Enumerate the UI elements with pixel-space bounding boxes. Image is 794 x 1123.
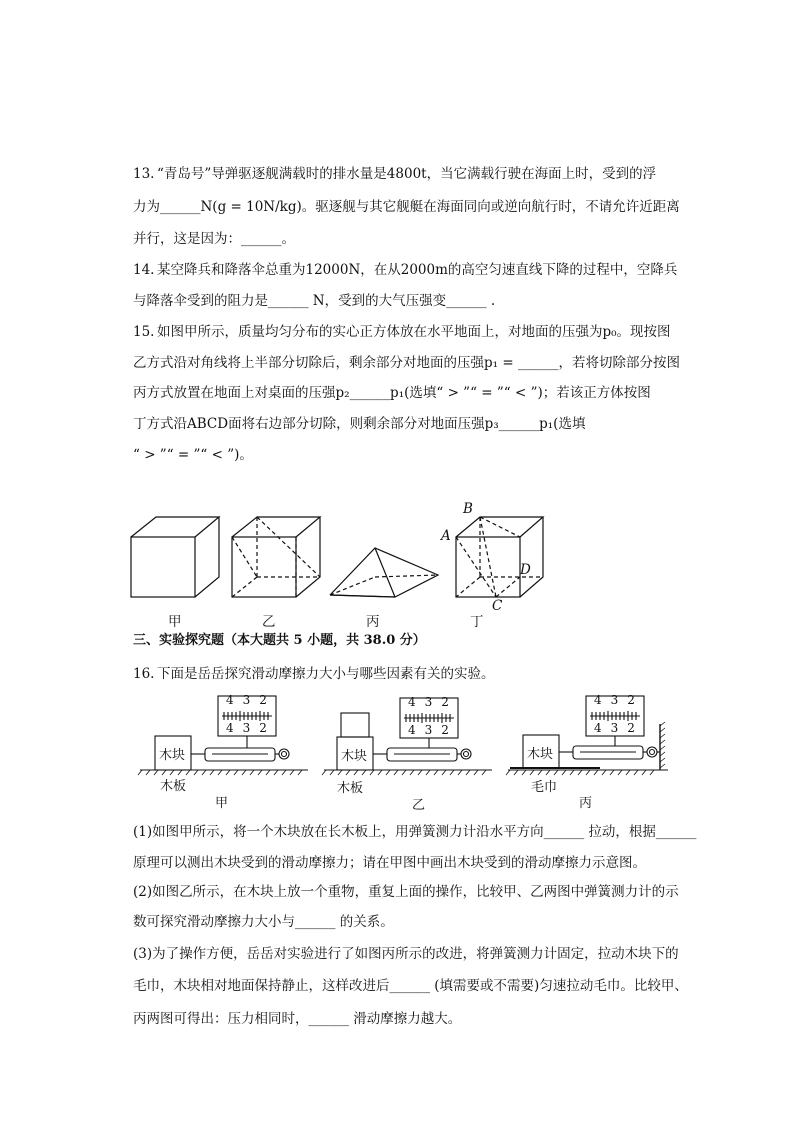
block-label-bing: 木块 — [527, 747, 554, 762]
q13-line2: 力为______N(g = 10N/kg)。驱逐舰与其它舰艇在海面同向或逆向航行时，不请允许近距离 — [133, 199, 680, 215]
q14-line2: 与降落伞受到的阻力是______ N，受到的大气压强变______ . — [133, 293, 496, 309]
point-d-label: D — [520, 562, 531, 578]
setup-bing — [506, 696, 668, 775]
q15-line4: 丁方式沿ABCD面将右边部分切除，则剩余部分对地面压强p₃______p₁(选填 — [133, 416, 586, 432]
caption-bing: 丙 — [366, 614, 380, 630]
caption-jia: 甲 — [168, 614, 182, 630]
q16-p1b: 原理可以测出木块受到的滑动摩擦力；请在甲图中画出木块受到的滑动摩擦力示意图。 — [133, 855, 646, 871]
meter-yi-top: 432 — [408, 695, 458, 709]
meter-yi-bottom: 432 — [408, 723, 458, 737]
point-b-label: B — [463, 501, 473, 517]
q13-line3: 并行，这是因为：______。 — [133, 231, 295, 247]
meter-jia-top: 432 — [226, 693, 276, 707]
q15-line5: “ > ”“ = ”“ < ”)。 — [133, 447, 253, 463]
q16-p2b: 数可探究滑动摩擦力大小与______ 的关系。 — [133, 914, 394, 930]
q16-p2a: (2)如图乙所示，在木块上放一个重物，重复上面的操作，比较甲、乙两图中弹簧测力计的示 — [133, 884, 679, 900]
q16-p3a: (3)为了操作方便，岳岳对实验进行了如图丙所示的改进，将弹簧测力计固定，拉动木块下的 — [133, 946, 679, 962]
fig16-caption-bing: 丙 — [579, 796, 593, 811]
fig16-caption-yi: 乙 — [412, 798, 426, 813]
friction-figure — [0, 688, 794, 828]
board-label-yi: 木板 — [337, 781, 364, 796]
q16-p3b: 毛巾，木块相对地面保持静止，这样改进后______ (填需要或不需要)匀速拉动毛巾。比较甲、 — [133, 978, 688, 994]
board-label-jia: 木板 — [160, 779, 187, 794]
q14-line1: 14. 某空降兵和降落伞总重为12000N，在从2000m的高空匀速直线下降的过程中，空降兵 — [133, 262, 678, 278]
meter-jia-bottom: 432 — [226, 721, 276, 735]
point-a-label: A — [441, 528, 451, 544]
caption-yi: 乙 — [262, 614, 276, 630]
block-label-yi: 木块 — [341, 749, 368, 764]
setup-jia — [138, 696, 308, 775]
q16-intro: 16. 下面是岳岳探究滑动摩擦力大小与哪些因素有关的实验。 — [133, 666, 495, 682]
q15-line3: 丙方式放置在地面上对桌面的压强p₂______p₁(选填“ > ”“ = ”“ < ”)；若该正方体按图 — [133, 385, 651, 401]
prism-bing — [330, 548, 438, 597]
q15-line1: 15. 如图甲所示，质量均匀分布的实心正方体放在水平地面上，对地面的压强为p₀。现按图 — [133, 324, 671, 340]
meter-bing-top: 432 — [594, 693, 644, 707]
q16-p1a: (1)如图甲所示，将一个木块放在长木板上，用弹簧测力计沿水平方向______ 拉动，根据______ — [133, 824, 697, 840]
block-label-jia: 木块 — [159, 748, 186, 763]
fig16-caption-jia: 甲 — [215, 796, 229, 811]
caption-ding: 丁 — [470, 614, 484, 630]
cube-figure — [0, 500, 794, 640]
point-c-label: C — [492, 598, 503, 614]
cube-ding — [456, 517, 543, 597]
cube-yi — [232, 517, 320, 597]
q15-line2: 乙方式沿对角线将上半部分切除后，剩余部分对地面的压强p₁ = ______，若将切除部分按图 — [133, 355, 680, 371]
q16-p3c: 丙两图可得出：压力相同时，______ 滑动摩擦力越大。 — [133, 1011, 462, 1027]
cube-jia — [131, 517, 219, 597]
meter-bing-bottom: 432 — [594, 721, 644, 735]
section-heading: 三、实验探究题（本大题共 5 小题，共 38.0 分） — [133, 633, 426, 648]
towel-label: 毛巾 — [531, 780, 558, 795]
q13-line1: 13. “青岛号”导弹驱逐舰满载时的排水量是4800t，当它满载行驶在海面上时，受到的浮 — [133, 166, 657, 182]
